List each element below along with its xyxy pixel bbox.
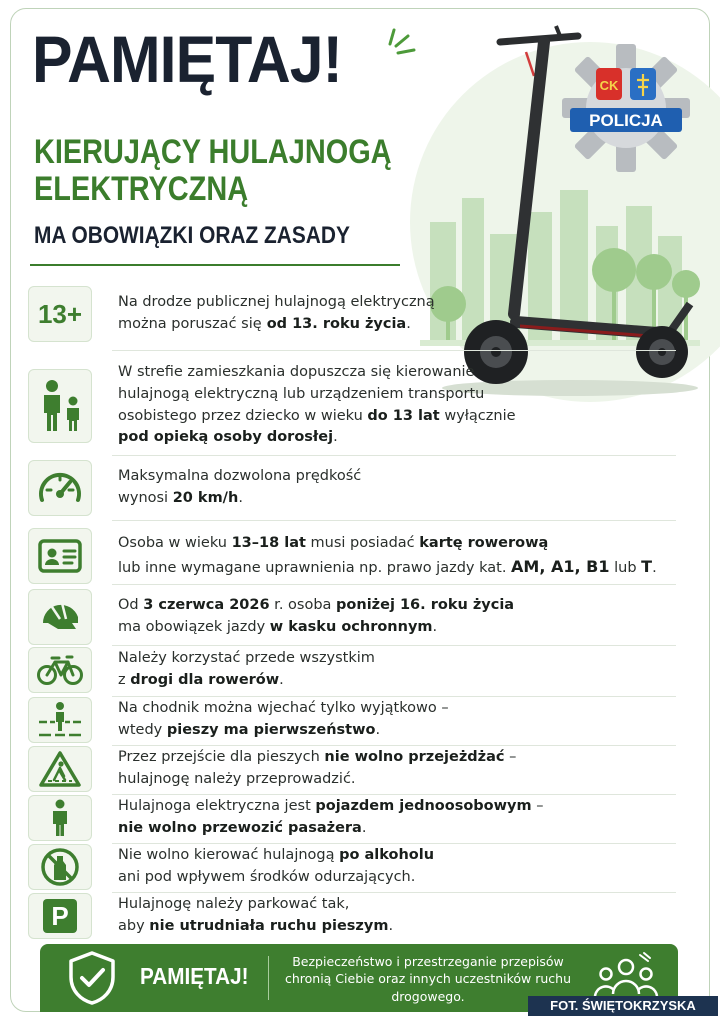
rule-separator: [112, 645, 676, 646]
rule-text-part: .: [406, 316, 411, 332]
rule-text-bold: pod opieką osoby dorosłej: [118, 429, 334, 446]
speedometer-icon: [28, 460, 92, 516]
rule-text-bold: 20 km/h: [172, 490, 239, 506]
rule-text-part: .: [432, 619, 438, 635]
rule-row-single-person: [28, 795, 676, 841]
rule-row-sidewalk: [28, 697, 676, 743]
subtitle-line-2: ELEKTRYCZNĄ: [34, 169, 249, 208]
rule-text: [118, 533, 657, 580]
rule-separator: [112, 520, 676, 521]
rule-separator: [112, 455, 676, 456]
page-title: PAMIĘTAJ!: [32, 22, 342, 96]
rule-text-part: wtedy: [118, 722, 167, 738]
parking-sign: [43, 899, 77, 933]
rule-text: [118, 648, 375, 692]
rule-text-bold: nie wolno przejeżdżać: [324, 749, 505, 766]
age-13-icon: [28, 286, 92, 342]
rule-text-part: Hulajnogę należy parkować tak,: [118, 896, 350, 913]
rule-text-bold: 3 czerwca 2026: [143, 597, 270, 614]
rule-text-part: musi posiadać: [305, 534, 420, 551]
rule-text-part: .: [279, 672, 284, 688]
rule-text-part: Od: [118, 597, 144, 614]
rule-row-speed: [28, 460, 676, 516]
rule-text-part: Na chodnik można wjechać tylko wyjątkowo –: [118, 700, 449, 717]
age-13-label: 13+: [37, 298, 83, 329]
adult-child-icon: [28, 369, 92, 443]
rule-text-part: Należy korzystać przede wszystkim: [118, 650, 375, 667]
rule-text-part: .: [333, 429, 338, 446]
bicycle-icon: [28, 647, 92, 693]
footer-divider: [268, 956, 269, 1000]
rule-text-bold: pieszy ma pierwszeństwo: [166, 722, 376, 738]
footer-text: Bezpieczeństwo i przestrzeganie przepisów chronią Ciebie oraz innych uczestników ruchu drogowego.: [284, 954, 572, 1004]
rule-text-part: Osoba w wieku: [118, 534, 232, 551]
rule-text-part: ma obowiązek jazdy: [118, 619, 270, 635]
rule-text-part: –: [531, 798, 544, 815]
rule-text-bold: nie utrudniała ruchu pieszym: [149, 918, 389, 934]
rule-text-part: osobistego przez dziecko w wieku: [118, 407, 368, 424]
rule-text: [118, 595, 514, 639]
rule-row-residential-zone: [28, 362, 676, 449]
crossing-sign-icon: [28, 746, 92, 792]
rule-text-bold: pojazdem jednoosobowym: [315, 798, 532, 815]
rule-text-part: lub: [609, 559, 642, 576]
rule-text-bold: od 13. roku życia: [261, 316, 407, 332]
rule-text: [118, 292, 435, 336]
header-divider: [30, 264, 400, 266]
pedestrian-path-icon: [28, 697, 92, 743]
rule-text-part: wyłącznie: [439, 407, 516, 424]
rule-text: [118, 894, 393, 938]
rule-text-part: lub inne wymagane uprawnienia np. prawo jazdy kat.: [118, 559, 512, 576]
rule-text-bold: poniżej 16. roku życia: [336, 597, 515, 614]
rule-row-permissions: [28, 528, 676, 584]
subtitle-line-1: KIERUJĄCY HULAJNOGĄ: [34, 133, 392, 171]
rule-text-bold: T: [641, 556, 653, 576]
rule-text-part: –: [504, 749, 517, 766]
rule-text-part: hulajnogą elektryczną lub urządzeniem transportu: [118, 385, 485, 402]
rule-text-part: wynosi: [118, 490, 173, 506]
helmet-icon: [28, 589, 92, 645]
rule-text-bold: w kasku ochronnym: [269, 619, 433, 635]
rule-text-part: z: [118, 672, 131, 688]
rule-text: [118, 796, 543, 840]
rule-text-part: .: [238, 490, 243, 506]
rule-text-part: .: [652, 559, 657, 576]
rule-text-part: W strefie zamieszkania dopuszcza się kierowanie: [118, 364, 475, 380]
photo-credit: FOT. ŚWIĘTOKRZYSKA POLICJA: [528, 996, 718, 1016]
rule-text-part: Hulajnoga elektryczna jest: [118, 798, 316, 815]
rule-text: [118, 466, 361, 510]
rule-row-crossing: [28, 746, 676, 792]
rule-separator: [112, 584, 676, 585]
subtitle: [34, 134, 408, 207]
rule-text-part: r. osoba: [269, 597, 337, 614]
badge-label: POLICJA: [589, 111, 663, 130]
rule-text-bold: do 13 lat: [367, 407, 440, 424]
shield-check-icon: [66, 950, 118, 1006]
rule-text-part: .: [361, 820, 367, 836]
rule-text-bold: nie wolno przewozić pasażera: [118, 820, 362, 836]
rule-text-bold: drogi dla rowerów: [130, 672, 280, 688]
rule-text: [118, 845, 434, 889]
single-person-icon: [28, 795, 92, 841]
parking-icon: [28, 893, 92, 939]
rule-text-part: Przez przejście dla pieszych: [118, 749, 325, 766]
rule-row-alcohol: [28, 844, 676, 890]
rule-text-bold: 13–18 lat: [231, 534, 306, 551]
rule-text-bold: po alkoholu: [339, 847, 435, 864]
rule-row-bike-path: [28, 647, 676, 693]
rule-text-part: Nie wolno kierować hulajnogą: [118, 847, 340, 864]
rule-text-part: hulajnogę należy przeprowadzić.: [118, 771, 356, 787]
rule-text: [118, 747, 516, 791]
rule-text: [118, 698, 449, 742]
rule-text-part: .: [388, 918, 394, 934]
rule-text-bold: kartę rowerową: [419, 534, 549, 551]
rule-text-part: Maksymalna dozwolona prędkość: [118, 468, 362, 485]
rule-text-bold: AM, A1, B1: [511, 556, 610, 576]
police-star-badge-icon: [556, 38, 696, 178]
rule-text: [118, 362, 516, 449]
footer-title: PAMIĘTAJ!: [140, 963, 249, 989]
rule-text-part: .: [375, 722, 381, 738]
rule-row-parking: [28, 893, 676, 939]
rule-row-age: [28, 286, 676, 342]
crest-text: CK: [599, 78, 619, 93]
rule-row-helmet: [28, 589, 676, 645]
rule-text-part: Na drodze publicznej hulajnogą elektryczną: [118, 294, 435, 311]
rule-separator: [112, 350, 676, 351]
rule-text-part: można poruszać się: [118, 316, 262, 332]
rule-text-part: ani pod wpływem środków odurzających.: [118, 869, 416, 885]
no-alcohol-icon: [28, 844, 92, 890]
id-card-icon: [28, 528, 92, 584]
subtitle-rules: MA OBOWIĄZKI ORAZ ZASADY: [34, 222, 350, 249]
rule-text-part: aby: [118, 918, 150, 934]
parking-sign-letter: P: [51, 900, 69, 931]
